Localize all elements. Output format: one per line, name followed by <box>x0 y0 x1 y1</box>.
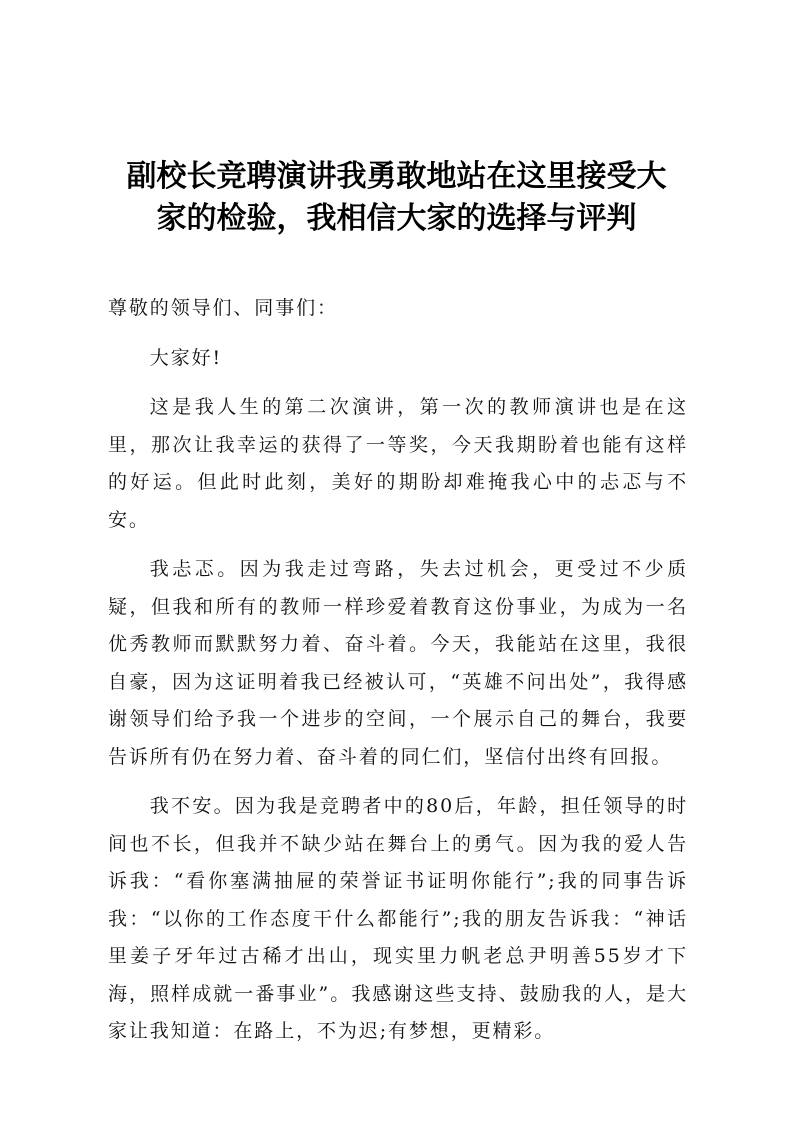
title-line-1: 副校长竞聘演讲我勇敢地站在这里接受大 <box>126 159 667 194</box>
paragraph-uneasy: 我不安。因为我是竞聘者中的80后，年龄，担任领导的时间也不长，但我并不缺少站在舞台上的勇气。因为我的爱人告诉我：“看你塞满抽屉的荣誉证书证明你能行”;我的同事告诉我：“以你的工作态度干什么都能行”;我的朋友告诉我：“神话里姜子牙年过古稀才出山，现实里力帆老总尹明善55岁才下海，照样成就一番事业”。我感谢这些支持、鼓励我的人，是大家让我知道：在路上，不为迟;有梦想，更精彩。 <box>108 795 688 1042</box>
paragraph-nervous: 我忐忑。因为我走过弯路，失去过机会，更受过不少质疑，但我和所有的教师一样珍爱着教育这份事业，为成为一名优秀教师而默默努力着、奋斗着。今天，我能站在这里，我很自豪，因为这证明着我已经被认可，“英雄不问出处”，我得感谢领导们给予我一个进步的空间，一个展示自己的舞台，我要告诉所有仍在努力着、奋斗着的同仁们，坚信付出终有回报。 <box>108 558 688 768</box>
paragraph-greeting: 大家好! <box>149 346 223 369</box>
document-body <box>108 290 688 1063</box>
document-title <box>100 156 693 240</box>
salutation: 尊敬的领导们、同事们： <box>108 297 338 319</box>
title-line-2: 家的检验，我相信大家的选择与评判 <box>156 201 637 236</box>
paragraph-intro: 这是我人生的第二次演讲，第一次的教师演讲也是在这里，那次让我幸运的获得了一等奖，今天我期盼着也能有这样的好运。但此时此刻，美好的期盼却难掩我心中的忐忑与不安。 <box>108 396 688 531</box>
